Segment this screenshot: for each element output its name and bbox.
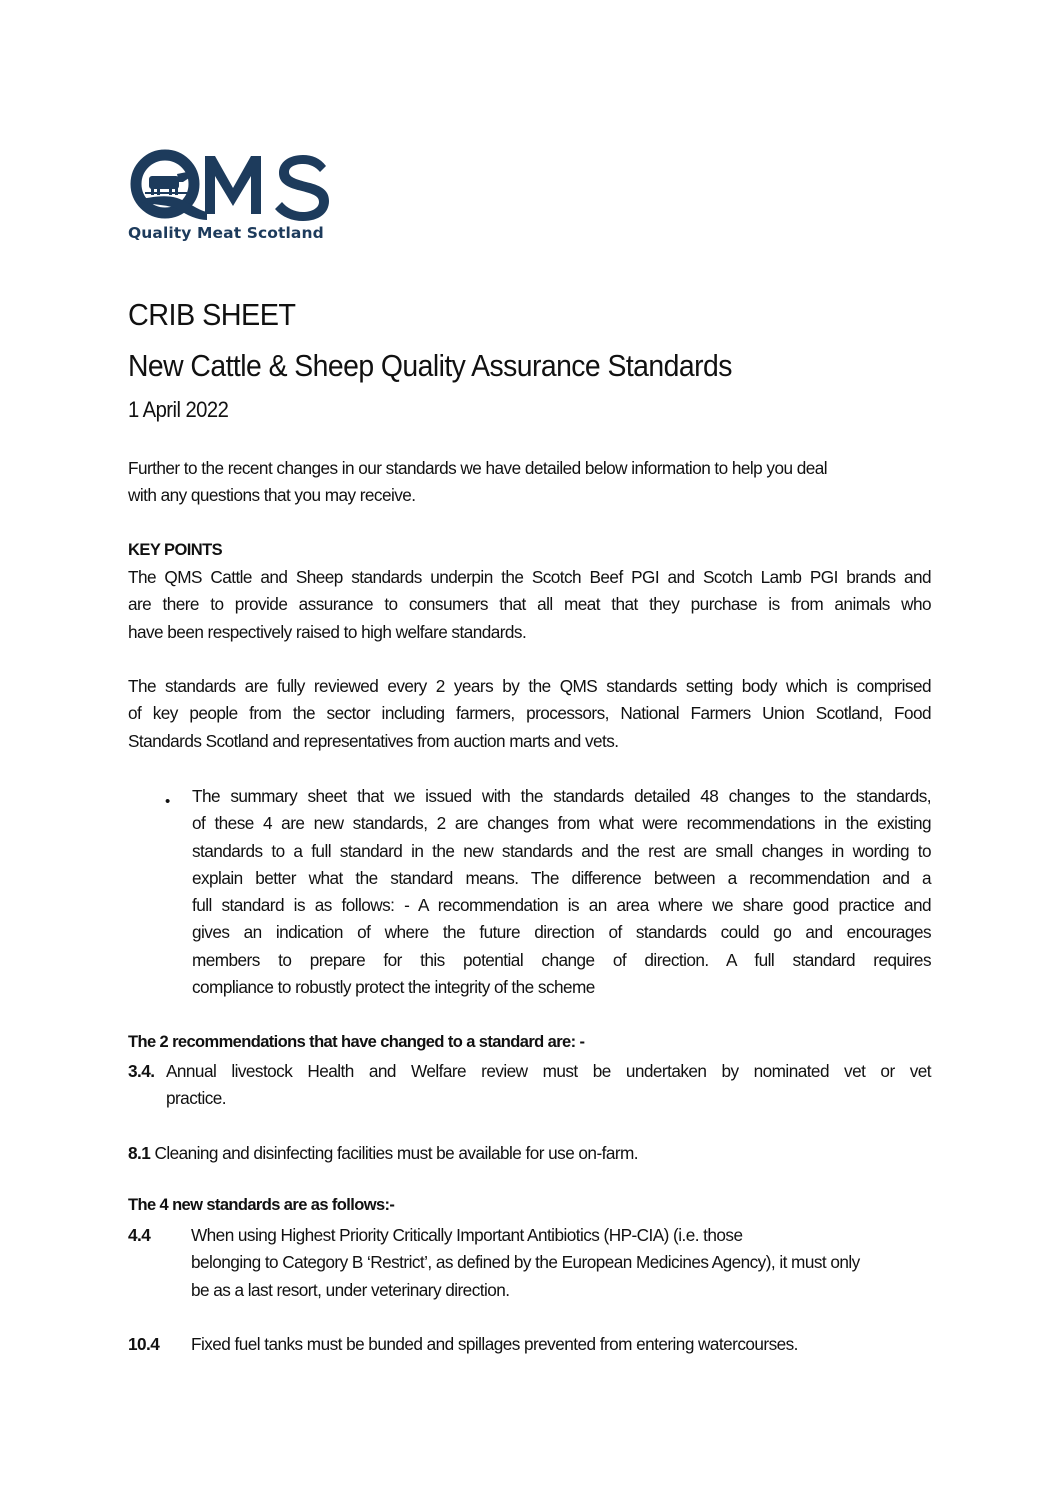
- qms-logo: [127, 148, 337, 248]
- key-points-heading: KEY POINTS: [128, 541, 223, 559]
- paragraph-line: Standards Scotland and representatives from auction marts and vets.: [128, 730, 619, 751]
- intro-line: with any questions that you may receive.: [128, 485, 416, 506]
- standard-text: [191, 1331, 931, 1358]
- qms-logo-mark: [127, 148, 337, 223]
- intro-line: Further to the recent changes in our standards we have detailed below information to help you deal: [128, 458, 827, 478]
- standard-number: 8.1: [128, 1143, 151, 1163]
- standard-text: [191, 1222, 931, 1304]
- bullet-line: compliance to robustly protect the integrity of the scheme: [192, 977, 595, 998]
- standard-text: [166, 1058, 931, 1113]
- bullet-line: members to prepare for this potential change of direction. A full standard requires: [192, 949, 931, 970]
- logo-letter-m: [205, 156, 261, 214]
- bullet-line: of these 4 are new standards, 2 are changes from what were recommendations in the existing: [192, 813, 931, 834]
- document-subtitle: New Cattle & Sheep Quality Assurance Standards: [128, 348, 732, 383]
- standard-line: When using Highest Priority Critically Important Antibiotics (HP-CIA) (i.e. those: [191, 1225, 743, 1245]
- standard-text: Cleaning and disinfecting facilities must be available for use on-farm.: [154, 1143, 639, 1163]
- standard-line: Annual livestock Health and Welfare review must be undertaken by nominated vet or vet: [166, 1061, 931, 1081]
- bullet-line: The summary sheet that we issued with the standards detailed 48 changes to the standards,: [192, 786, 931, 806]
- bullet-line: standards to a full standard in the new standards and the rest are small changes in wording to: [192, 840, 931, 861]
- document-title: CRIB SHEET: [128, 297, 296, 332]
- bullet-icon: •: [165, 793, 171, 810]
- paragraph-line: of key people from the sector including farmers, processors, National Farmers Union Scotland, Food: [128, 703, 931, 724]
- cow-icon: [145, 172, 189, 195]
- bullet-line: full standard is as follows: - A recommendation is an area where we share good practice and: [192, 895, 931, 916]
- standard-line: practice.: [166, 1088, 227, 1109]
- key-points-paragraph: [128, 564, 931, 646]
- paragraph-line: The QMS Cattle and Sheep standards underpin the Scotch Beef PGI and Scotch Lamb PGI brands and: [128, 567, 931, 587]
- logo-letter-s: [275, 155, 329, 221]
- standard-line: belonging to Category B ‘Restrict’, as defined by the European Medicines Agency), it must only: [191, 1252, 860, 1273]
- standards-review-paragraph: [128, 673, 931, 755]
- bullet-line: explain better what the standard means. The difference between a recommendation and a: [192, 867, 931, 888]
- recommendations-heading: The 2 recommendations that have changed to a standard are: -: [128, 1033, 585, 1051]
- paragraph-line: have been respectively raised to high welfare standards.: [128, 621, 527, 642]
- bullet-line: gives an indication of where the future direction of standards could go and encourages: [192, 922, 931, 943]
- standard-line: be as a last resort, under veterinary direction.: [191, 1279, 510, 1300]
- standard-number: 3.4.: [128, 1061, 155, 1081]
- paragraph-line: are there to provide assurance to consumers that all meat that they purchase is from animals who: [128, 594, 931, 615]
- new-standards-heading: The 4 new standards are as follows:-: [128, 1196, 395, 1214]
- bullet-text: [192, 783, 931, 1001]
- intro-paragraph: [128, 455, 931, 510]
- standard-number: 10.4: [128, 1334, 160, 1354]
- standard-line: Fixed fuel tanks must be bunded and spillages prevented from entering watercourses.: [191, 1334, 798, 1354]
- paragraph-line: The standards are fully reviewed every 2 years by the QMS standards setting body which is comprised: [128, 676, 931, 696]
- standard-item: [128, 1140, 931, 1167]
- logo-tagline: Quality Meat Scotland: [128, 224, 324, 242]
- document-date: 1 April 2022: [128, 397, 229, 422]
- standard-number: 4.4: [128, 1225, 151, 1245]
